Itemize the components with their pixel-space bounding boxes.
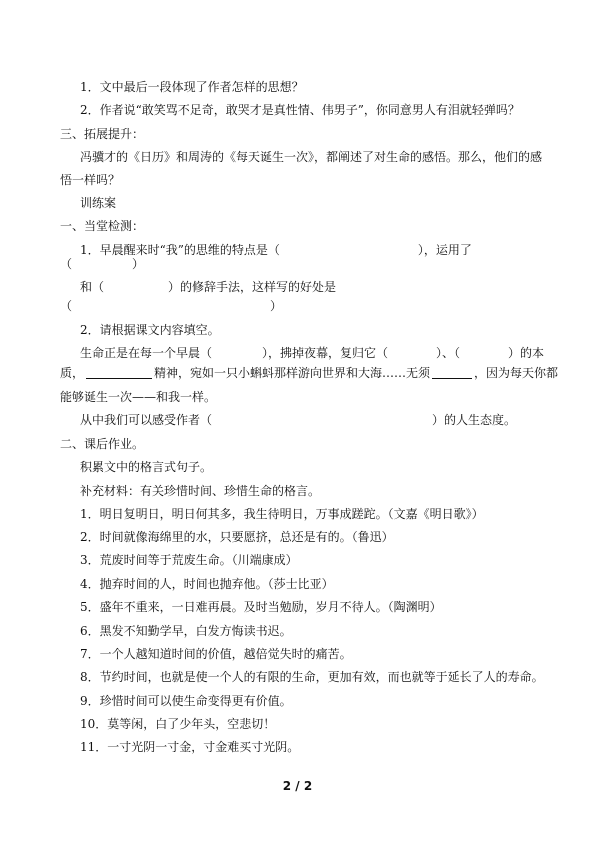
quote-2: 2．时间就像海绵里的水，只要愿挤，总还是有的。（鲁迅） (80, 530, 394, 544)
fill-line-4 (80, 412, 516, 428)
exercise-2-heading: 2．请根据课文内容填空。 (80, 323, 220, 337)
exercise-1-line-4 (60, 298, 282, 314)
quote-7: 7．一个人越知道时间的价值，越倍觉失时的痛苦。 (80, 647, 352, 661)
fill-line-2 (60, 365, 558, 381)
text: ），运用了 (417, 243, 472, 257)
quote-1: 1．明日复明日，明日何其多，我生待明日，万事成蹉跎。（文嘉《明日歌》） (80, 507, 484, 521)
quote-11: 11．一寸光阴一寸金，寸金难买寸光阴。 (80, 740, 300, 754)
text: 质， (60, 366, 85, 380)
text: ）、（ (436, 346, 461, 360)
text: 从中我们可以感受作者（ (80, 413, 213, 427)
text: ），拂掉夜幕，复归它（ (262, 346, 389, 360)
text: ） (132, 257, 145, 271)
quote-9: 9．珍惜时间可以使生命变得更有价值。 (80, 694, 292, 708)
extension-line-1: 冯骥才的《日历》和周涛的《每天诞生一次》，都阐述了对生命的感悟。那么，他们的感 (80, 150, 543, 164)
page-number: 2 / 2 (282, 779, 313, 793)
quote-3: 3．荒废时间等于荒废生命。（川端康成） (80, 553, 298, 567)
extension-line-2: 悟一样吗？ (60, 173, 121, 187)
text: ） (270, 299, 283, 313)
text: （ (60, 299, 73, 313)
underline-blank (432, 366, 472, 379)
quote-4: 4．抛弃时间的人，时间也抛弃他。（莎士比亚） (80, 577, 334, 591)
exercise-1-line-3 (80, 279, 336, 295)
section-2-heading: 二、课后作业。 (60, 437, 145, 451)
homework-line-1: 积累文中的格言式句子。 (80, 460, 213, 474)
quote-6: 6．黑发不知勤学早，白发方悔读书迟。 (80, 624, 292, 638)
section-3-heading: 三、拓展提升： (60, 127, 145, 141)
question-1: 1．文中最后一段体现了作者怎样的思想？ (80, 80, 304, 94)
text: ）的修辞手法，这样写的好处是 (168, 280, 337, 294)
quote-8: 8．节约时间，也就是使一个人的有限的生命，更加有效，而也就等于延长了人的寿命。 (80, 670, 544, 684)
text: 精神，宛如一只小蝌蚪那样游向世界和大海……无须 (154, 366, 431, 380)
fill-line-1 (80, 345, 544, 361)
text: 1．早晨醒来时“我”的思维的特点是（ (80, 243, 280, 257)
quote-5: 5．盛年不重来，一日难再晨。及时当勉励，岁月不待人。（陶渊明） (80, 600, 442, 614)
exercise-1-line-2 (60, 256, 144, 272)
quote-10: 10．莫等闲，白了少年头，空悲切！ (80, 717, 276, 731)
text: ）的本 (508, 346, 545, 360)
text: ，因为每天你都 (474, 366, 559, 380)
section-1-heading: 一、当堂检测： (60, 219, 145, 233)
question-2: 2．作者说“敢笑骂不足奇，敢哭才是真性情、伟男子”，你同意男人有泪就轻弹吗？ (80, 103, 520, 117)
text: 和（ (80, 280, 105, 294)
training-title: 训练案 (80, 196, 117, 210)
homework-line-2: 补充材料：有关珍惜时间、珍惜生命的格言。 (80, 484, 321, 498)
text: （ (60, 257, 73, 271)
fill-line-3: 能够诞生一次——和我一样。 (60, 390, 217, 404)
underline-blank (86, 366, 152, 379)
text: ）的人生态度。 (432, 413, 517, 427)
text: 生命正是在每一个早晨（ (80, 346, 213, 360)
